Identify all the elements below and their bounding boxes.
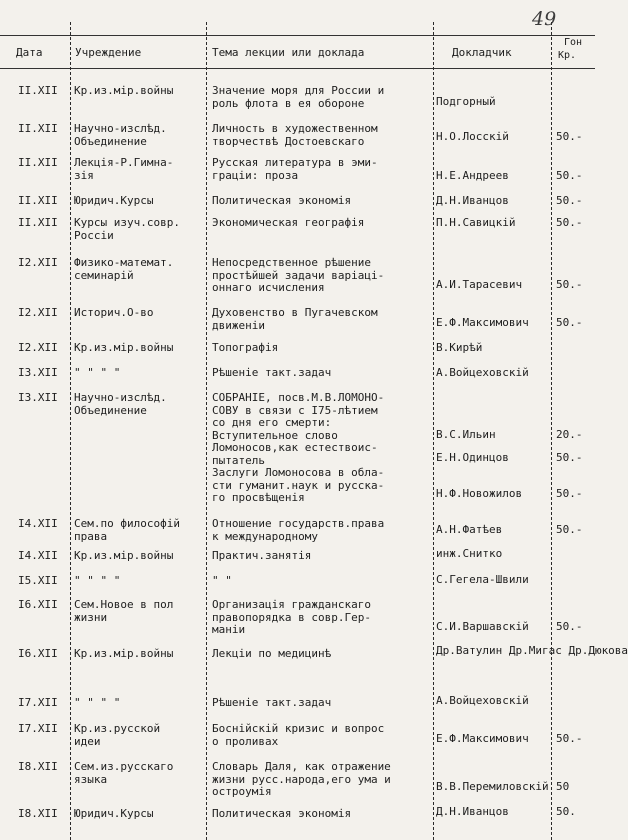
- row-fee: 50.-: [556, 732, 583, 745]
- row-speaker: А.Войцеховскій: [436, 694, 529, 707]
- row-date: I2.XII: [18, 306, 58, 319]
- row-date: I7.XII: [18, 696, 58, 709]
- row-date: I4.XII: [18, 517, 58, 530]
- row-speaker: Е.Н.Одинцов: [436, 451, 509, 464]
- row-speaker: Д.Н.Иванцов: [436, 194, 509, 207]
- row-date: I3.XII: [18, 366, 58, 379]
- row-institution: " " " ": [74, 366, 121, 379]
- row-date: I8.XII: [18, 760, 58, 773]
- header-speaker: Докладчик: [452, 46, 512, 59]
- row-speaker: П.Н.Савицкій: [436, 216, 516, 229]
- row-speaker: С.Гегела-Швили: [436, 573, 529, 586]
- row-fee: 50.-: [556, 523, 583, 536]
- row-speaker: В.Кирѣй: [436, 341, 483, 354]
- row-speaker: В.В.Перемиловскій: [436, 780, 549, 793]
- row-institution: Юридич.Курсы: [74, 807, 154, 820]
- row-fee: 50.-: [556, 130, 583, 143]
- row-date: II.XII: [18, 122, 58, 135]
- column-divider: [70, 22, 71, 840]
- row-date: I2.XII: [18, 341, 58, 354]
- row-institution: Курсы изуч.совр. Россіи: [74, 216, 180, 242]
- page-number: 49: [532, 8, 557, 30]
- row-date: II.XII: [18, 194, 58, 207]
- row-date: I7.XII: [18, 722, 58, 735]
- row-speaker: Н.О.Лосскій: [436, 130, 509, 143]
- row-institution: Кр.из.мір.войны: [74, 549, 174, 562]
- row-speaker: Подгорный: [436, 95, 496, 108]
- row-speaker: А.Войцеховскій: [436, 366, 529, 379]
- row-date: I4.XII: [18, 549, 58, 562]
- row-topic: Отношение государств.права к международному: [212, 517, 385, 543]
- row-date: II.XII: [18, 156, 58, 169]
- row-topic: Экономическая географія: [212, 216, 365, 229]
- row-topic: Политическая экономія: [212, 807, 352, 820]
- header-rule-top: [0, 35, 595, 36]
- row-fee: 50.-: [556, 216, 583, 229]
- row-topic: Политическая экономія: [212, 194, 352, 207]
- row-institution: Кр.из.мір.войны: [74, 341, 174, 354]
- header-date: Дата: [16, 46, 43, 59]
- row-date: I8.XII: [18, 807, 58, 820]
- column-divider: [206, 22, 207, 840]
- row-topic: Боснійскій кризис и вопрос о проливах: [212, 722, 385, 748]
- row-fee: 50: [556, 780, 570, 793]
- row-speaker: Н.Ф.Новожилов: [436, 487, 523, 500]
- row-fee: 50.-: [556, 487, 583, 500]
- row-institution: Сем.из.русскаго языка: [74, 760, 174, 786]
- row-topic: Непосредственное рѣшение простѣйшей задачи варіаці- оннаго исчисления: [212, 256, 385, 294]
- row-topic: Духовенство в Пугачевском движеніи: [212, 306, 378, 332]
- row-topic: Организація гражданскаго правопорядка в совр.Гер- маніи: [212, 598, 371, 636]
- row-speaker: Д.Н.Иванцов: [436, 805, 509, 818]
- header-topic: Тема лекции или доклада: [212, 46, 365, 59]
- row-date: I6.XII: [18, 647, 58, 660]
- row-fee: 50.: [556, 805, 576, 818]
- row-speaker: Н.Е.Андреев: [436, 169, 509, 182]
- row-institution: Историч.О-во: [74, 306, 154, 319]
- row-institution: Физико-математ. семинарій: [74, 256, 174, 282]
- column-divider: [551, 22, 552, 840]
- header-fee: Кр.: [558, 50, 577, 61]
- row-topic: Русская литература в эми- граціи: проза: [212, 156, 378, 182]
- row-institution: Кр.из.мір.войны: [74, 84, 174, 97]
- row-speaker: инж.Снитко: [436, 547, 503, 560]
- row-institution: " " " ": [74, 696, 121, 709]
- row-institution: Кр.из.русской идеи: [74, 722, 161, 748]
- row-fee: 50.-: [556, 316, 583, 329]
- row-date: II.XII: [18, 84, 58, 97]
- row-institution: Сем.Новое в пол жизни: [74, 598, 174, 624]
- header-institution: Учреждение: [75, 46, 142, 59]
- row-topic: Рѣшеніе такт.задач: [212, 696, 332, 709]
- row-topic: Лекціи по медицинѣ: [212, 647, 332, 660]
- row-speaker: Е.Ф.Максимович: [436, 316, 529, 329]
- row-date: I2.XII: [18, 256, 58, 269]
- row-topic: Практич.занятія: [212, 549, 312, 562]
- row-speaker: Е.Ф.Максимович: [436, 732, 529, 745]
- row-topic: " ": [212, 574, 232, 587]
- row-fee: 50.-: [556, 620, 583, 633]
- row-institution: " " " ": [74, 574, 121, 587]
- row-speaker: В.С.Ильин: [436, 428, 496, 441]
- row-fee: 50.-: [556, 278, 583, 291]
- row-topic: СОБРАНІЕ, посв.М.В.ЛОМОНО- СОВУ в связи с I75-лѣтием со дня его смерти: Вступительное слово Ломоносов,как естествоис- пытатель Заслуги Ломоносова в обла- сти гуманит.наук и русска- го просвѣщенія: [212, 391, 385, 504]
- row-date: I6.XII: [18, 598, 58, 611]
- row-topic: Словарь Даля, как отражение жизни русс.народа,его ума и остроумія: [212, 760, 391, 798]
- row-speaker: С.И.Варшавскій: [436, 620, 529, 633]
- row-speaker: А.И.Тарасевич: [436, 278, 523, 291]
- row-date: I5.XII: [18, 574, 58, 587]
- row-topic: Значение моря для России и роль флота в ея обороне: [212, 84, 385, 110]
- column-divider: [433, 22, 434, 840]
- row-institution: Научно-изслѣд. Объединение: [74, 391, 167, 417]
- header-fee: Гон: [564, 37, 583, 48]
- row-institution: Лекція-Р.Гимна- зія: [74, 156, 174, 182]
- row-institution: Сем.по философій права: [74, 517, 180, 543]
- row-fee: 20.-: [556, 428, 583, 441]
- row-institution: Научно-изслѣд. Объединение: [74, 122, 167, 148]
- row-fee: 50.-: [556, 194, 583, 207]
- row-institution: Кр.из.мір.войны: [74, 647, 174, 660]
- row-fee: 50.-: [556, 169, 583, 182]
- row-speaker: Др.Ватулин Др.Мигас Др.Дюкова: [436, 644, 628, 657]
- header-rule-bottom: [0, 68, 595, 69]
- row-topic: Топографія: [212, 341, 279, 354]
- row-speaker: А.Н.Фатѣев: [436, 523, 503, 536]
- row-date: II.XII: [18, 216, 58, 229]
- row-date: I3.XII: [18, 391, 58, 404]
- row-topic: Личность в художественном творчествѣ Достоевскаго: [212, 122, 378, 148]
- row-institution: Юридич.Курсы: [74, 194, 154, 207]
- row-topic: Рѣшеніе такт.задач: [212, 366, 332, 379]
- row-fee: 50.-: [556, 451, 583, 464]
